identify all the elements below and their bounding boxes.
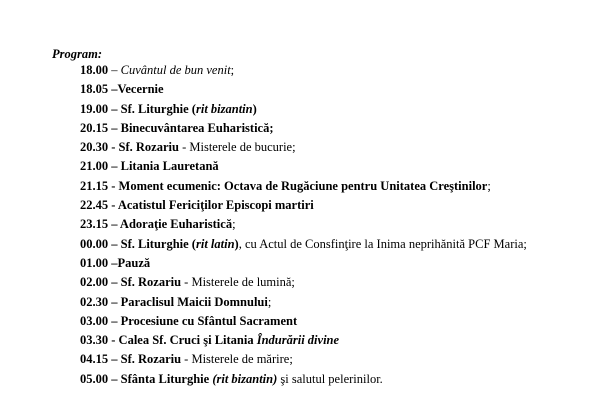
program-text: Îndurării divine: [256, 333, 340, 348]
program-text: - Misterele de lumină;: [181, 275, 295, 290]
program-time: 19.00: [80, 101, 109, 116]
program-text: – Procesiune cu Sfântul Sacrament: [108, 313, 298, 328]
program-text: (rit bizantin): [212, 371, 278, 386]
program-text: - Misterele de bucurie;: [178, 140, 296, 155]
program-text: ;: [267, 294, 272, 309]
program-row: [80, 61, 592, 80]
program-time: 20.30: [80, 140, 109, 155]
program-text: - Misterele de mărire;: [181, 352, 293, 367]
program-row: [80, 157, 592, 176]
program-text: –Vecernie: [108, 82, 164, 97]
program-row: [80, 273, 592, 292]
program-time: 20.15: [80, 120, 109, 135]
program-time: 03.00: [80, 313, 109, 328]
program-row: [80, 293, 592, 312]
program-time: 18.05: [80, 82, 109, 97]
program-time: 03.30: [80, 333, 109, 348]
program-row: [80, 350, 592, 369]
program-row: [80, 370, 592, 389]
program-time: 21.15: [80, 178, 109, 193]
program-row: [80, 177, 592, 196]
program-text: ;: [232, 217, 236, 232]
program-text: – Sf. Liturghie (: [108, 101, 196, 116]
program-text: ;: [230, 63, 235, 77]
program-row: [80, 215, 592, 234]
program-text: – Sfânta Liturghie: [108, 371, 213, 386]
program-time: 00.00: [80, 236, 109, 251]
program-list: [52, 61, 592, 389]
program-time: 23.15: [80, 217, 109, 232]
program-text: – Sf. Rozariu: [108, 352, 182, 367]
program-text: – Paraclisul Maicii Domnului: [108, 294, 268, 309]
program-document: [52, 47, 592, 389]
program-row: [80, 312, 592, 331]
program-row: [80, 100, 592, 119]
program-text: rit bizantin: [195, 101, 253, 116]
program-text: rit latin: [195, 236, 235, 251]
program-row: [80, 119, 592, 138]
program-heading: Program:: [52, 47, 102, 61]
program-text: ;: [487, 178, 491, 193]
program-time: 05.00: [80, 371, 109, 386]
program-time: 02.30: [80, 294, 109, 309]
program-text: Cuvântul de bun venit: [120, 63, 231, 77]
program-text: –Pauză: [108, 255, 151, 270]
program-time: 18.00: [80, 63, 109, 77]
program-text: - Acatistul Fericiţilor Episcopi martiri: [108, 198, 314, 213]
program-text: - Sf. Rozariu: [108, 140, 179, 155]
program-text: – Sf. Rozariu: [108, 275, 182, 290]
program-text: – Binecuvântarea Euharistică;: [108, 120, 274, 135]
program-text: –: [108, 63, 121, 77]
program-time: 04.15: [80, 352, 109, 367]
program-text: şi salutul pelerinilor.: [277, 371, 383, 386]
program-text: ): [252, 101, 257, 116]
program-text: – Sf. Liturghie (: [108, 236, 196, 251]
program-text: – Adoraţie Euharistică: [108, 217, 233, 232]
program-time: 22.45: [80, 198, 109, 213]
program-time: 02.00: [80, 275, 109, 290]
program-text: - Calea Sf. Cruci şi Litania: [108, 333, 257, 348]
program-row: [80, 235, 592, 254]
program-time: 21.00: [80, 159, 109, 174]
program-time: 01.00: [80, 255, 109, 270]
program-text: – Litania Lauretană: [108, 159, 219, 174]
program-text: ): [234, 236, 239, 251]
program-text: - Moment ecumenic: Octava de Rugăciune pentru Unitatea Creştinilor: [108, 178, 488, 193]
program-row: [80, 254, 592, 273]
program-row: [80, 138, 592, 157]
program-row: [80, 80, 592, 99]
program-text: , cu Actul de Consfinţire la Inima neprihănită PCF Maria;: [238, 236, 527, 251]
program-row: [80, 331, 592, 350]
program-row: [80, 196, 592, 215]
